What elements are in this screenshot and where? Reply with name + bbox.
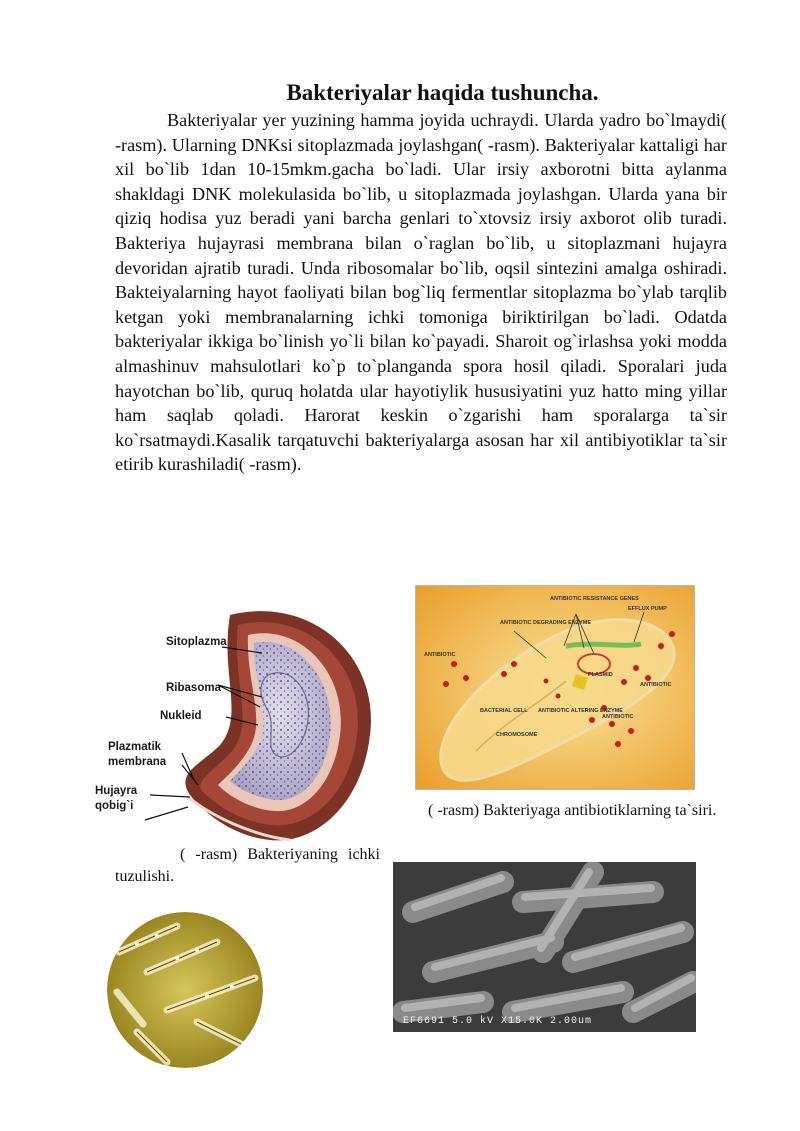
sem-bacteria-image bbox=[393, 862, 696, 1032]
label-antibiotic-bottom: ANTIBIOTIC bbox=[602, 714, 634, 720]
label-ribasoma: Ribasoma bbox=[166, 682, 221, 694]
label-plazmatik-1: Plazmatik bbox=[108, 741, 162, 753]
label-hujayra-1: Hujayra bbox=[95, 785, 138, 797]
bacteria-micrograph-circle bbox=[107, 912, 263, 1068]
antibiotic-caption: ( -rasm) Bakteriyaga antibiotiklarning ta`siri. bbox=[428, 802, 717, 819]
label-bacterial-cell: BACTERIAL CELL bbox=[480, 708, 528, 714]
micrograph-illustration bbox=[107, 912, 263, 1068]
body-paragraph: Bakteriyalar yer yuzining hamma joyida uchraydi. Ularda yadro bo`lmaydi( -rasm). Ularning DNKsi sitoplazmada joylashgan( -rasm). Bakteriyalar kattaligi har xil bo`lib 1dan 10-15mkm.gacha bo`ladi. Ular irsiy axborotni bitta aylanma shakldagi DNK molekulasida bo`lib, u sitoplazmada joylashgan. Ularda yana bir qiziq hodisa yuz beradi yani barcha genlari to`xtovsiz irsiy axborot olib turadi. Bakteriya hujayrasi membrana bilan o`raglan bo`lib, u sitoplazmani hujayra devoridan ajratib turadi. Unda ribosomalar bo`lib, oqsil sintezini amalga oshiradi. Bakteiyalarning hayot faoliyati bilan bog`liq fermentlar sitoplazma bo`ylab tarqlib ketgan yoki membranalarning ichki tomoniga biriktirilgan bo`ladi. Odatda bakteriyalar ikkiga bo`linish yo`li bilan ko`payadi. Sharoit og`irlashsa yoki modda almashinuv mahsulotlari ko`p to`planganda spora hosil qiladi. Sporalari juda hayotchan bo`lib, quruq holatda ular hayotiylik hususiyatini yuz hatto ming yillar ham saqlab qoladi. Harorat keskin o`zgarishi ham sporalarga ta`sir ko`rsatmaydi.Kasalik tarqatuvchi bakteriyalarga asosan har xil antibiyotiklar ta`sir etirib kurashiladi( -rasm). bbox=[115, 110, 727, 475]
sem-illustration bbox=[393, 862, 696, 1032]
bacteria-structure-figure bbox=[90, 595, 390, 845]
antibiotic-figure bbox=[415, 585, 695, 790]
label-plasmid: PLASMID bbox=[588, 672, 613, 678]
label-antibiotic-left: ANTIBIOTIC bbox=[424, 652, 456, 658]
sem-scale-text: EF6691 5.0 kV X15.0K 2.00um bbox=[403, 1016, 593, 1027]
antibiotic-illustration bbox=[416, 586, 694, 789]
label-resistance-genes: ANTIBIOTIC RESISTANCE GENES bbox=[550, 596, 639, 602]
label-efflux-pump: EFFLUX PUMP bbox=[628, 606, 667, 612]
structure-caption: ( -rasm) Bakteriyaning ichki tuzulishi. bbox=[115, 846, 380, 885]
label-hujayra-2: qobig`i bbox=[95, 800, 134, 812]
label-chromosome: CHROMOSOME bbox=[496, 732, 538, 738]
label-degrading-enzyme: ANTIBIOTIC DEGRADING ENZYME bbox=[500, 620, 592, 626]
label-nukleid: Nukleid bbox=[160, 710, 202, 722]
label-sitoplazma: Sitoplazma bbox=[166, 636, 227, 648]
label-plazmatik-2: membrana bbox=[108, 756, 167, 768]
bacteria-structure-illustration bbox=[90, 595, 390, 845]
label-altering-enzyme: ANTIBIOTIC ALTERING ENZYME bbox=[538, 708, 623, 714]
page-title: Bakteriyalar haqida tushuncha. bbox=[286, 80, 599, 105]
label-antibiotic-right: ANTIBIOTIC bbox=[640, 682, 672, 688]
